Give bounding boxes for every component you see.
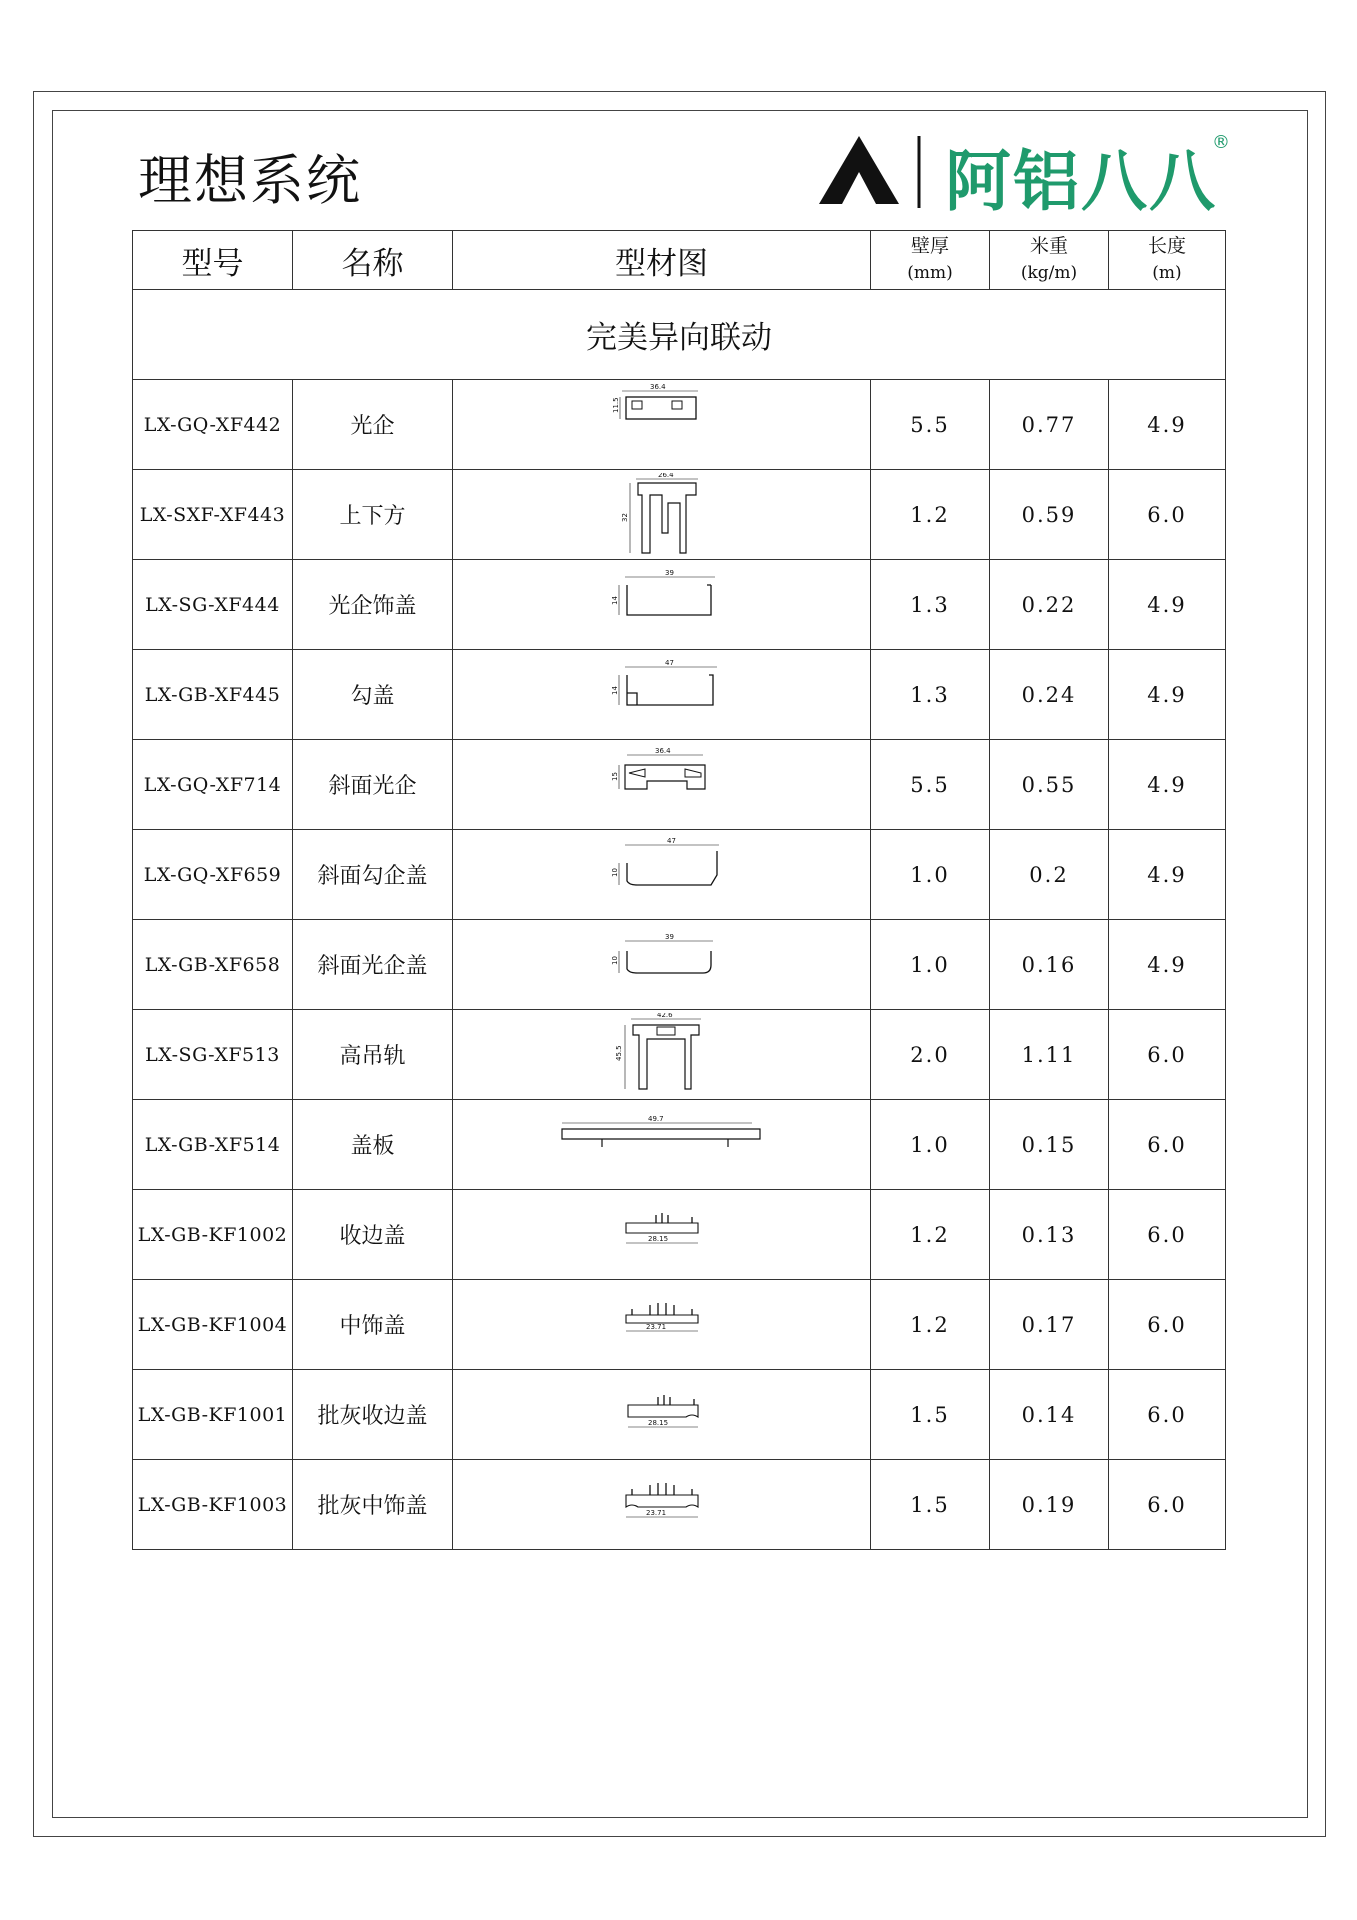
dim-label: 39 [664,932,674,941]
name-cell: 光企 [293,380,453,470]
table-row [133,1280,1226,1370]
thickness-cell: 1.3 [871,650,990,740]
dim-label: 36.4 [649,382,666,391]
name-cell: 批灰中饰盖 [293,1460,453,1550]
model-cell: LX-GB-KF1004 [133,1280,293,1370]
table-row [133,560,1226,650]
length-cell: 6.0 [1109,1460,1226,1550]
profile-drawing-icon [602,383,722,467]
table-row [133,1010,1226,1100]
col-header-length [1109,231,1226,290]
weight-cell: 0.16 [990,920,1109,1010]
model-cell: LX-SXF-XF443 [133,470,293,560]
weight-cell: 0.77 [990,380,1109,470]
profile-spec-table [132,230,1226,1550]
weight-cell: 0.24 [990,650,1109,740]
profile-drawing-icon [597,1013,727,1097]
table-row [133,470,1226,560]
name-cell: 斜面光企 [293,740,453,830]
profile-drawing-icon [602,1463,722,1547]
dim-label: 23.71 [645,1322,666,1331]
dim-label: 42.6 [656,1012,673,1019]
length-label: 长度 [1147,235,1186,257]
profile-drawing-cell [453,560,871,650]
thickness-cell: 1.5 [871,1370,990,1460]
profile-drawing-icon [597,653,727,737]
table-body [133,380,1226,1550]
table-row [133,1100,1226,1190]
profile-drawing-cell [453,830,871,920]
dim2-label: 45.5 [614,1044,623,1061]
profile-drawing-icon [552,1103,772,1187]
length-cell: 4.9 [1109,650,1226,740]
dim2-label: 32 [620,512,629,522]
table-header-row [133,231,1226,290]
dim2-label: 14 [610,685,619,695]
length-cell: 6.0 [1109,1100,1226,1190]
page-title: 理想系统 [138,149,362,212]
col-header-drawing: 型材图 [453,231,871,290]
length-cell: 6.0 [1109,470,1226,560]
col-header-thickness [871,231,990,290]
length-cell: 6.0 [1109,1010,1226,1100]
name-cell: 批灰收边盖 [293,1370,453,1460]
thickness-cell: 1.2 [871,1280,990,1370]
col-header-model: 型号 [133,231,293,290]
profile-drawing-cell [453,1010,871,1100]
name-cell: 光企饰盖 [293,560,453,650]
dim2-label: 14 [610,595,619,605]
profile-drawing-icon [597,563,727,647]
weight-label: 米重 [1029,235,1068,257]
length-cell: 6.0 [1109,1370,1226,1460]
weight-cell: 1.11 [990,1010,1109,1100]
name-cell: 收边盖 [293,1190,453,1280]
weight-cell: 0.22 [990,560,1109,650]
profile-drawing-cell [453,1100,871,1190]
dim-label: 28.15 [647,1418,668,1427]
col-header-weight [990,231,1109,290]
model-cell: LX-GB-KF1001 [133,1370,293,1460]
name-cell: 中饰盖 [293,1280,453,1370]
model-cell: LX-GQ-XF659 [133,830,293,920]
table-row [133,830,1226,920]
name-cell: 勾盖 [293,650,453,740]
name-cell: 上下方 [293,470,453,560]
profile-drawing-icon [602,1283,722,1367]
profile-drawing-cell [453,1370,871,1460]
thickness-cell: 5.5 [871,740,990,830]
length-cell: 4.9 [1109,380,1226,470]
dim-label: 47 [664,658,674,667]
table-row [133,740,1226,830]
profile-drawing-cell [453,1190,871,1280]
profile-drawing-icon [602,1193,722,1277]
table-row [133,1370,1226,1460]
model-cell: LX-GQ-XF442 [133,380,293,470]
dim-label: 49.7 [647,1114,664,1123]
model-cell: LX-GQ-XF714 [133,740,293,830]
table-row [133,650,1226,740]
thickness-cell: 1.5 [871,1460,990,1550]
name-cell: 高吊轨 [293,1010,453,1100]
model-cell: LX-SG-XF513 [133,1010,293,1100]
table-row [133,920,1226,1010]
profile-drawing-cell [453,650,871,740]
weight-cell: 0.2 [990,830,1109,920]
dim2-label: 10 [610,867,619,877]
dim-label: 23.71 [645,1508,666,1517]
thickness-cell: 2.0 [871,1010,990,1100]
length-cell: 6.0 [1109,1190,1226,1280]
dim2-label: 11.5 [611,396,620,413]
thickness-cell: 1.3 [871,560,990,650]
thickness-cell: 1.2 [871,1190,990,1280]
dim2-label: 15 [610,771,619,781]
model-cell: LX-GB-KF1003 [133,1460,293,1550]
profile-drawing-cell [453,920,871,1010]
name-cell: 盖板 [293,1100,453,1190]
dim-label: 26.4 [657,472,674,479]
model-cell: LX-GB-XF658 [133,920,293,1010]
dim-label: 39 [664,568,674,577]
length-cell: 4.9 [1109,920,1226,1010]
thickness-cell: 1.0 [871,1100,990,1190]
dim-label: 36.4 [654,746,671,755]
thickness-cell: 1.0 [871,830,990,920]
model-cell: LX-SG-XF444 [133,560,293,650]
brand-name: 阿铝八八 [945,143,1217,220]
length-cell: 4.9 [1109,830,1226,920]
name-cell: 斜面勾企盖 [293,830,453,920]
thickness-label: 壁厚 [910,235,949,257]
model-cell: LX-GB-KF1002 [133,1190,293,1280]
length-unit: (m) [1152,263,1182,283]
dim-label: 47 [666,836,676,845]
profile-drawing-icon [602,1373,722,1457]
table-row [133,380,1226,470]
profile-drawing-icon [597,833,727,917]
length-cell: 4.9 [1109,740,1226,830]
section-title: 完美异向联动 [133,290,1226,380]
profile-drawing-cell [453,1280,871,1370]
weight-cell: 0.13 [990,1190,1109,1280]
name-cell: 斜面光企盖 [293,920,453,1010]
weight-unit: (kg/m) [1020,263,1078,283]
weight-cell: 0.14 [990,1370,1109,1460]
profile-drawing-cell [453,380,871,470]
profile-drawing-icon [597,743,727,827]
profile-drawing-icon [597,923,727,1007]
table-row [133,1460,1226,1550]
length-cell: 6.0 [1109,1280,1226,1370]
model-cell: LX-GB-XF445 [133,650,293,740]
registered-mark: ® [1212,132,1230,153]
profile-drawing-cell [453,470,871,560]
profile-drawing-icon [602,473,722,557]
thickness-unit: (mm) [907,263,953,283]
table-row [133,1190,1226,1280]
weight-cell: 0.59 [990,470,1109,560]
length-cell: 4.9 [1109,560,1226,650]
col-header-name: 名称 [293,231,453,290]
model-cell: LX-GB-XF514 [133,1100,293,1190]
weight-cell: 0.55 [990,740,1109,830]
weight-cell: 0.17 [990,1280,1109,1370]
dim2-label: 10 [610,955,619,965]
thickness-cell: 1.0 [871,920,990,1010]
dim-label: 28.15 [647,1234,668,1243]
section-row [133,290,1226,380]
weight-cell: 0.15 [990,1100,1109,1190]
profile-drawing-cell [453,1460,871,1550]
profile-drawing-cell [453,740,871,830]
thickness-cell: 5.5 [871,380,990,470]
thickness-cell: 1.2 [871,470,990,560]
weight-cell: 0.19 [990,1460,1109,1550]
